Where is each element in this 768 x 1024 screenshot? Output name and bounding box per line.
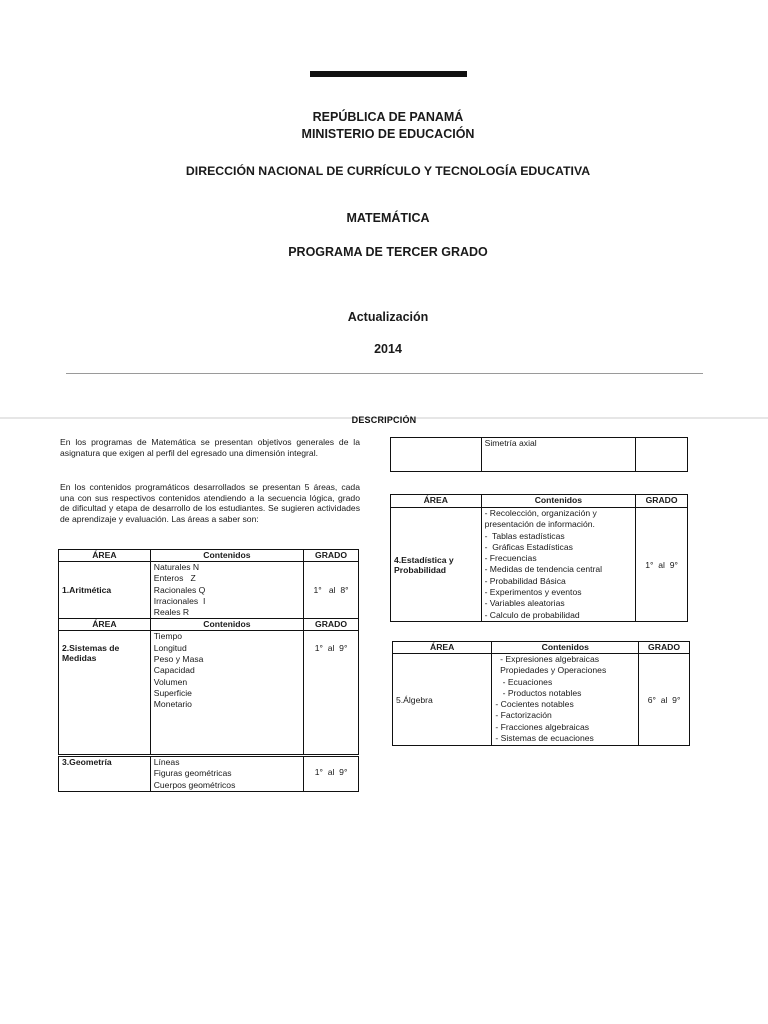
list-item: Racionales Q [153,584,206,595]
list-item: Propiedades y Operaciones [495,665,607,676]
areas-table-algebra [392,641,690,746]
description-title: DESCRIPCIÓN [351,415,417,425]
contents-algebra [492,654,639,746]
list-item: Figuras geométricas [153,768,232,779]
grade-algebra: 6° al 9° [639,654,690,746]
empty-cell [636,438,688,472]
program-heading: PROGRAMA DE TERCER GRADO [288,245,488,259]
list-item: Cuerpos geométricos [153,779,236,790]
list-item: - Probabilidad Básica [484,575,566,586]
list-item: Naturales N [153,562,200,572]
divider [66,373,703,374]
list-item: Simetría axial [484,438,537,448]
list-item: - Recolección, organización y [484,508,597,518]
grade-aritmetica: 1° al 8° [304,562,359,619]
header-area: ÁREA [391,495,482,508]
areas-table-estadistica [390,494,688,622]
directorate-heading: DIRECCIÓN NACIONAL DE CURRÍCULO Y TECNOLOGÍA EDUCATIVA [185,164,591,178]
description-paragraph-2: En los contenidos programáticos desarrollados se presentan 5 áreas, cada una con sus respectivos contenidos atendiendo a la secuencia lógica, grado de dificultad y etapa de desarrollo de los estudiantes. Se sugieren actividades de aprendizaje y evaluación. Las áreas a saber son: [60,482,360,524]
list-item: Volumen [153,676,188,687]
update-heading: Actualización [347,310,429,324]
list-item: - Experimentos y eventos [484,587,582,598]
contents-estadistica [481,508,636,622]
list-item: Capacidad [153,665,195,676]
list-item: - Productos notables [495,687,582,698]
area-aritmetica: 1.Aritmética [59,562,151,619]
header-grade: GRADO [304,619,359,631]
geometria-continuation-table [390,437,688,472]
list-item: Monetario [153,699,192,710]
empty-cell [391,438,482,472]
list-item: Tiempo [153,631,183,642]
list-item: - Tablas estadísticas [484,530,565,541]
description-paragraph-1: En los programas de Matemática se presentan objetivos generales de la asignatura que exigen al perfil del egresado una dimensión integral. [60,437,360,458]
areas-table-geometria [58,756,359,792]
list-item: Longitud [153,642,187,653]
area-geometria: 3.Geometría [59,757,151,792]
grade-geometria: 1° al 9° [304,757,359,792]
header-area: ÁREA [59,619,151,631]
list-item: Líneas [153,757,180,767]
list-item: - Expresiones algebraicas [495,654,600,664]
list-item: - Sistemas de ecuaciones [495,733,594,744]
header-grade: GRADO [639,642,690,654]
list-item: presentación de información. [484,519,595,530]
list-item: - Factorización [495,710,552,721]
list-item: Peso y Masa [153,654,204,665]
republic-heading: REPÚBLICA DE PANAMÁ [312,110,464,124]
contents-aritmetica [150,562,303,619]
list-item: - Calculo de probabilidad [484,609,580,620]
contents-medidas [150,631,303,755]
list-item: Reales R [153,607,190,618]
list-item: - Medidas de tendencia central [484,564,603,575]
header-area: ÁREA [59,550,151,562]
year-heading: 2014 [374,342,402,356]
header-contents: Contenidos [492,642,639,654]
ministry-heading: MINISTERIO DE EDUCACIÓN [301,127,475,141]
list-item: Irracionales I [153,595,206,606]
header-grade: GRADO [636,495,688,508]
list-item: - Gráficas Estadísticas [484,541,573,552]
area-medidas: 2.Sistemas de Medidas [59,631,151,755]
grade-estadistica: 1° al 9° [636,508,688,622]
list-item: - Fracciones algebraicas [495,721,590,732]
list-item: Enteros Z [153,573,196,584]
list-item: Superficie [153,687,192,698]
grade-medidas: 1° al 9° [304,631,359,755]
header-area: ÁREA [393,642,492,654]
contents-geometria-continued [481,438,636,472]
subject-heading: MATEMÁTICA [346,211,430,225]
areas-table-1 [58,549,359,755]
area-estadistica: 4.Estadística y Probabilidad [391,508,482,622]
title-bar-decoration [310,71,467,77]
header-contents: Contenidos [150,550,303,562]
list-item: - Frecuencias [484,553,537,564]
header-contents: Contenidos [481,495,636,508]
list-item: - Variables aleatorias [484,598,565,609]
list-item: - Ecuaciones [495,676,553,687]
contents-geometria [150,757,303,792]
header-contents: Contenidos [150,619,303,631]
header-grade: GRADO [304,550,359,562]
list-item: - Cocientes notables [495,699,574,710]
area-algebra: 5.Álgebra [393,654,492,746]
